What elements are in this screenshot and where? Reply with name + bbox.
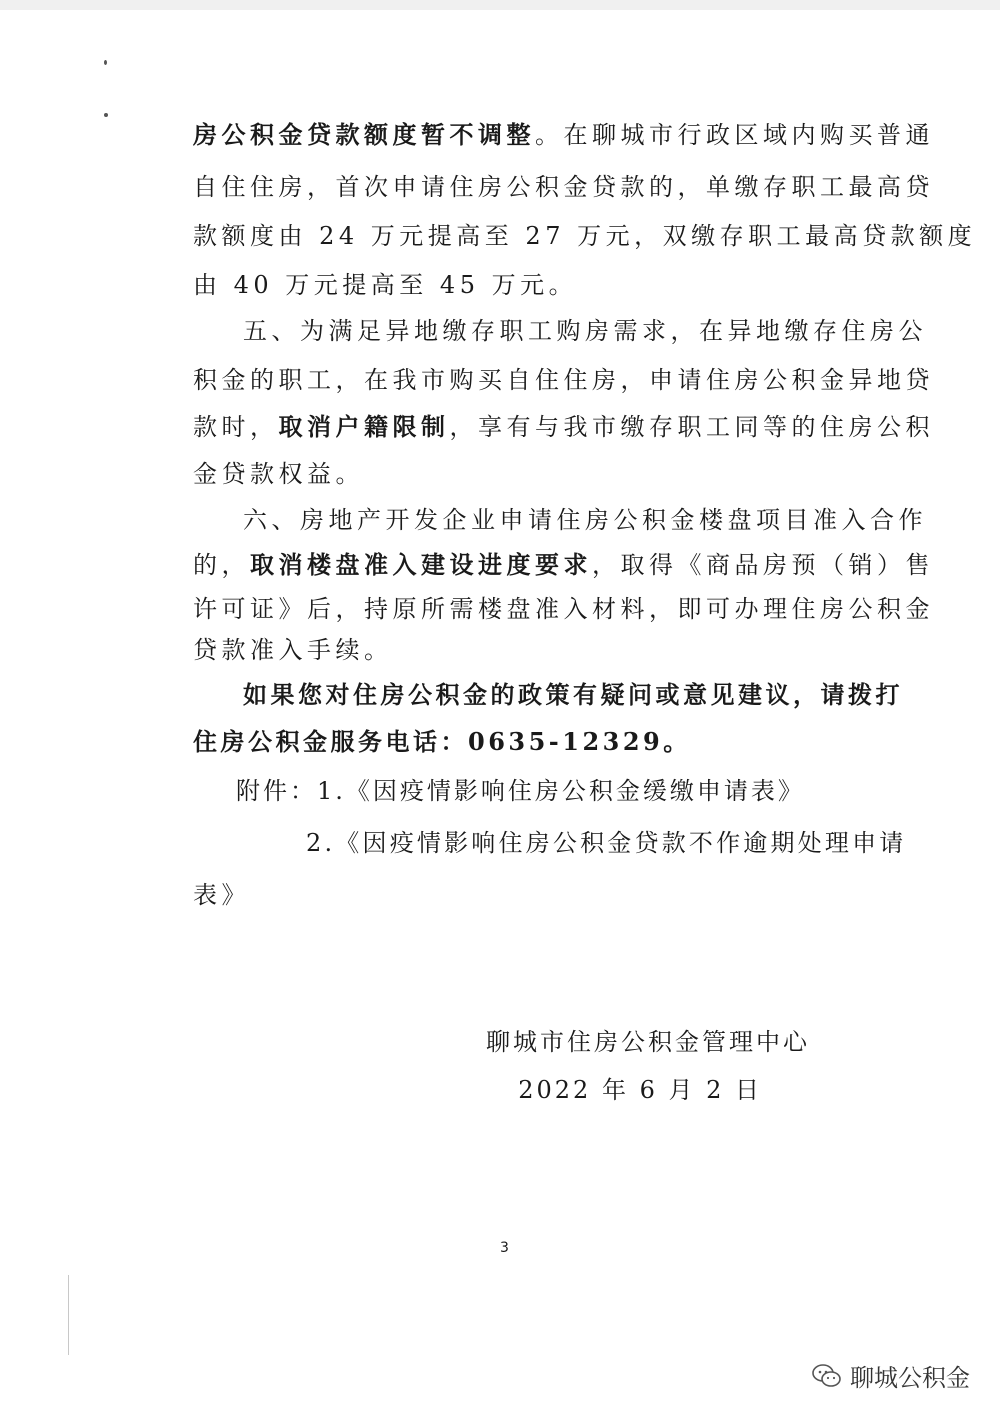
wechat-watermark: [812, 1358, 970, 1393]
page-number: 3: [500, 1240, 509, 1256]
bold-phrase: 房公积金贷款额度暂不调整: [193, 120, 535, 149]
attachment-label: 附件：: [236, 777, 317, 805]
scan-speck: [104, 113, 108, 117]
scan-top-edge: [0, 0, 1000, 10]
signature-org: 聊城市住房公积金管理中心: [486, 1028, 810, 1056]
p6-line-3: 许可证》后，持原所需楼盘准入材料，即可办理住房公积金: [193, 595, 934, 623]
p1-line-1: 房公积金贷款额度暂不调整。在聊城市行政区域内购买普通: [193, 120, 934, 149]
scan-speck: [104, 60, 107, 65]
contact-line-1: 如果您对住房公积金的政策有疑问或意见建议，请拨打: [243, 680, 903, 709]
p1-line-3: 款额度由 24 万元提高至 27 万元，双缴存职工最高贷款额度: [193, 222, 977, 250]
attachment-item-2-cont: 表》: [193, 881, 250, 909]
p6-line-2: 的，取消楼盘准入建设进度要求，取得《商品房预（销）售: [193, 550, 934, 579]
wechat-icon: [812, 1363, 842, 1389]
p6-line-1: 六、房地产开发企业申请住房公积金楼盘项目准入合作: [243, 506, 927, 534]
p5-line-4: 金贷款权益。: [193, 460, 364, 488]
attachment-item-1: 1.《因疫情影响住房公积金缓缴申请表》: [317, 777, 805, 805]
bold-phrase: 取消楼盘准入建设进度要求: [250, 550, 592, 579]
attachment-item-2: 2.《因疫情影响住房公积金贷款不作逾期处理申请: [306, 829, 907, 857]
contact-line-2: 住房公积金服务电话：0635-12329。: [193, 727, 691, 756]
attachment-line-1: [236, 774, 805, 808]
p5-line-3: 款时，取消户籍限制，享有与我市缴存职工同等的住房公积: [193, 412, 934, 441]
p1-line-2: 自住住房，首次申请住房公积金贷款的，单缴存职工最高贷: [193, 173, 934, 201]
p6-line-4: 贷款准入手续。: [193, 636, 393, 664]
watermark-text: 聊城公积金: [850, 1364, 970, 1392]
signature-date: 2022 年 6 月 2 日: [518, 1076, 762, 1104]
bold-phrase: 取消户籍限制: [278, 412, 450, 441]
p5-line-2: 积金的职工，在我市购买自住住房，申请住房公积金异地贷: [193, 366, 934, 394]
p5-line-1: 五、为满足异地缴存职工购房需求，在异地缴存住房公: [243, 317, 927, 345]
scan-edge-line: [68, 1275, 69, 1355]
p1-line-4: 由 40 万元提高至 45 万元。: [193, 271, 578, 299]
